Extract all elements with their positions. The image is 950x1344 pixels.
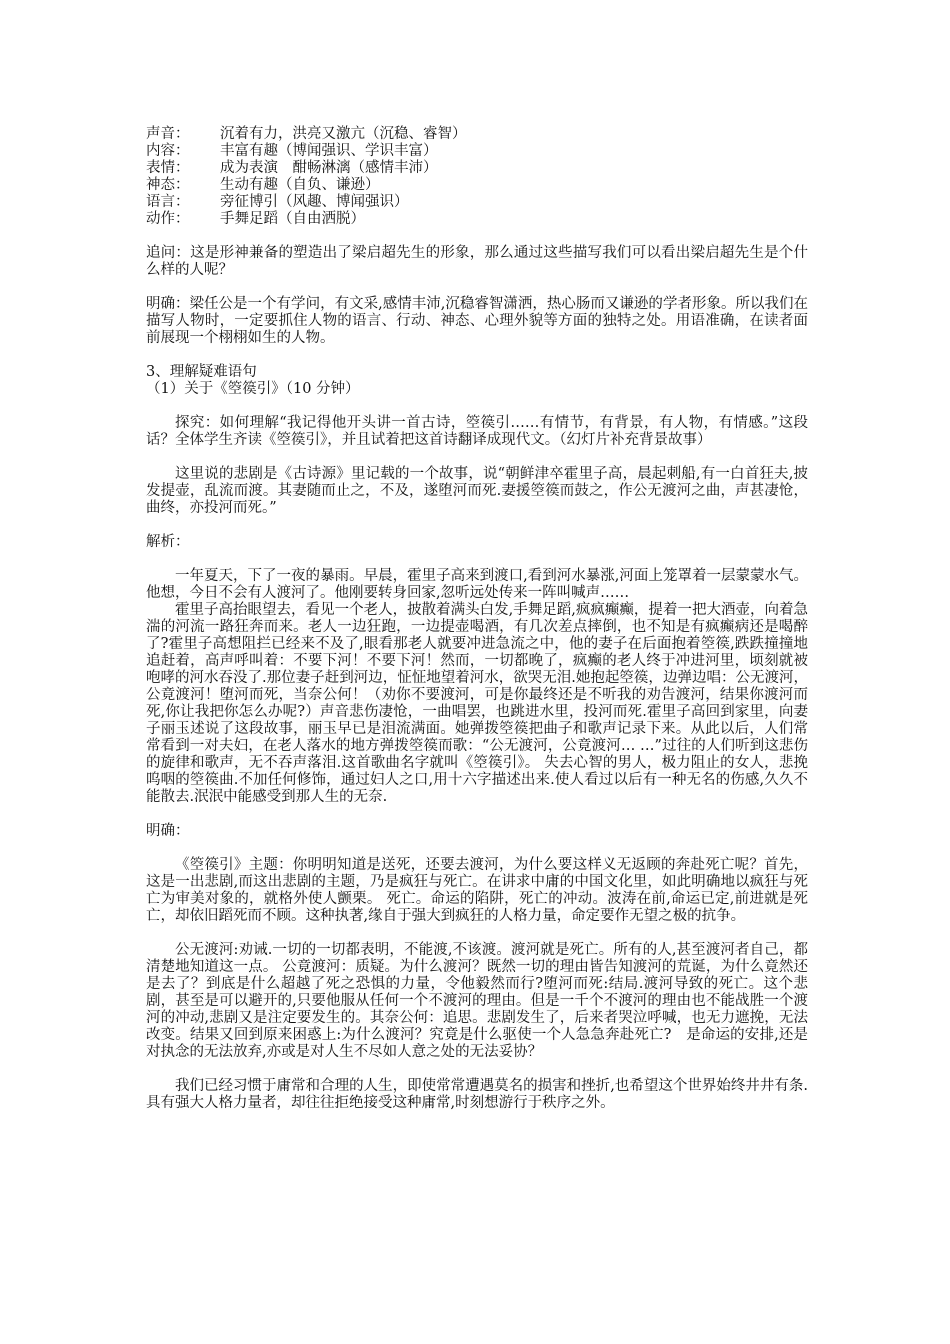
story-source-paragraph: 这里说的悲剧是《古诗源》里记载的一个故事，说“朝鲜津卒霍里子高，晨起刺船,有一白首狂夫,披发提壶，乱流而渡。其妻随而止之，不及，遂堕河而死.妻援箜篌而鼓之，作公无渡河之曲，声甚凄怆，曲终，亦投河而死。” xyxy=(146,466,808,516)
clarification-label: 明确： xyxy=(146,823,190,839)
feature-key: 声音： xyxy=(146,126,190,142)
analysis-label: 解析： xyxy=(146,534,190,550)
feature-value: 手舞足蹈（自由洒脱） xyxy=(220,211,365,227)
feature-table xyxy=(146,126,808,228)
verse-analysis-paragraph: 公无渡河:劝诫.一切的一切都表明，不能渡,不该渡。渡河就是死亡。所有的人,甚至渡河者自己，都清楚地知道这一点。 公竟渡河：质疑。为什么渡河？既然一切的理由皆告知渡河的荒诞，为什么竟然还是去了？到底是什么超越了死之恐惧的力量，令他毅然而行?堕河而死:结局.渡河导致的死亡。这个悲剧，甚至是可以避开的,只要他服从任何一个不渡河的理由。但是一千个不渡河的理由也不能战胜一个渡河的冲动,悲剧又是注定要发生的。其奈公何：追思。悲剧发生了，后来者哭泣呼喊，也无力遮挽，无法改变。结果又回到原来困惑上:为什么渡河？究竟是什么驱使一个人急急奔赴死亡? 是命运的安排,还是对执念的无法放弃,亦或是对人生不尽如人意之处的无法妥协？ xyxy=(146,942,808,1060)
inquiry-paragraph: 探究：如何理解“我记得他开头讲一首古诗，箜篌引……有情节，有背景，有人物，有情感。”这段话？全体学生齐读《箜篌引》，并且试着把这首诗翻译成现代文。（幻灯片补充背景故事） xyxy=(146,415,808,448)
feature-key: 神态： xyxy=(146,177,190,193)
feature-row-language xyxy=(146,194,808,211)
follow-up-question: 追问：这是形神兼备的塑造出了梁启超先生的形象，那么通过这些描写我们可以看出梁启超先生是个什么样的人呢？ xyxy=(146,245,808,278)
feature-row-content xyxy=(146,143,808,160)
feature-value: 生动有趣（自负、谦逊） xyxy=(220,177,380,193)
feature-key: 语言： xyxy=(146,194,190,210)
feature-value: 成为表演 酣畅淋漓（感情丰沛） xyxy=(220,160,438,176)
story-paragraph-1: 一年夏天，下了一夜的暴雨。早晨，霍里子高来到渡口,看到河水暴涨,河面上笼罩着一层蒙蒙水气。他想，今日不会有人渡河了。他刚要转身回家,忽听远处传来一阵叫喊声…… xyxy=(146,568,808,601)
feature-value: 丰富有趣（博闻强识、学识丰富） xyxy=(220,143,438,159)
answer-paragraph: 明确：梁任公是一个有学问，有文采,感情丰沛,沉稳睿智潇洒，热心肠而又谦逊的学者形象。所以我们在描写人物时，一定要抓住人物的语言、行动、神态、心理外貌等方面的独特之处。用语准确，在读者面前展现一个栩栩如生的人物。 xyxy=(146,296,808,346)
document-page xyxy=(146,126,808,1112)
feature-row-demeanor xyxy=(146,177,808,194)
feature-row-action xyxy=(146,211,808,228)
subsection-heading: （1）关于《箜篌引》（10 分钟） xyxy=(146,381,360,397)
closing-paragraph: 我们已经习惯于庸常和合理的人生，即使常常遭遇莫名的损害和挫折,也希望这个世界始终井井有条.具有强大人格力量者，却往往拒绝接受这种庸常,时刻想游行于秩序之外。 xyxy=(146,1078,808,1111)
feature-row-voice xyxy=(146,126,808,143)
section-heading: 3、理解疑难语句 xyxy=(146,364,257,380)
feature-key: 内容： xyxy=(146,143,190,159)
feature-value: 沉着有力，洪亮又激亢（沉稳、睿智） xyxy=(220,126,467,142)
feature-key: 动作： xyxy=(146,211,190,227)
feature-value: 旁征博引（风趣、博闻强识） xyxy=(220,194,409,210)
feature-key: 表情： xyxy=(146,160,190,176)
theme-paragraph: 《箜篌引》主题：你明明知道是送死，还要去渡河，为什么要这样义无返顾的奔赴死亡呢？首先，这是一出悲剧,而这出悲剧的主题，乃是疯狂与死亡。在讲求中庸的中国文化里，如此明确地以疯狂与死亡为审美对象的，就格外使人颤栗。 死亡。命运的陷阱，死亡的冲动。波涛在前,命运已定,前进就是死亡，却依旧蹈死而不顾。这种执著,缘自于强大到疯狂的人格力量，命定要作无望之极的抗争。 xyxy=(146,857,808,924)
feature-row-expression xyxy=(146,160,808,177)
story-paragraph-2: 霍里子高抬眼望去，看见一个老人，披散着满头白发,手舞足蹈,疯疯癫癫，提着一把大酒壶，向着急湍的河流一路狂奔而来。老人一边狂跑，一边提壶喝酒，有几次差点摔倒，也不知是有疯癫病还是喝醉了?霍里子高想阻拦已经来不及了,眼看那老人就要冲进急流之中，他的妻子在后面抱着箜篌,跌跌撞撞地追赶着，高声呼叫着：不要下河！不要下河！然而，一切都晚了，疯癫的老人终于冲进河里，顷刻就被咆哮的河水吞没了.那位妻子赶到河边，怔怔地望着河水，欲哭无泪.她抱起箜篌，边弹边唱：公无渡河，公竟渡河！堕河而死，当奈公何！（劝你不要渡河，可是你最终还是不听我的劝告渡河，结果你渡河而死,你让我把你怎么办呢?）声音悲伤凄怆，一曲唱罢，也跳进水里，投河而死.霍里子高回到家里，向妻子丽玉述说了这段故事，丽玉早已是泪流满面。她弹拨箜篌把曲子和歌声记录下来。从此以后，人们常常看到一对夫妇，在老人落水的地方弹拨箜篌而歌：“公无渡河，公竟渡河… …”过往的人们听到这悲伤的旋律和歌声，无不吞声落泪.这首歌曲名字就叫《箜篌引》。 失去心智的男人，极力阻止的女人，悲挽呜咽的箜篌曲.不加任何修饰，通过妇人之口,用十六字描述出来.使人看过以后有一种无名的伤感,久久不能散去.泯泯中能感受到那人生的无奈. xyxy=(146,602,808,805)
